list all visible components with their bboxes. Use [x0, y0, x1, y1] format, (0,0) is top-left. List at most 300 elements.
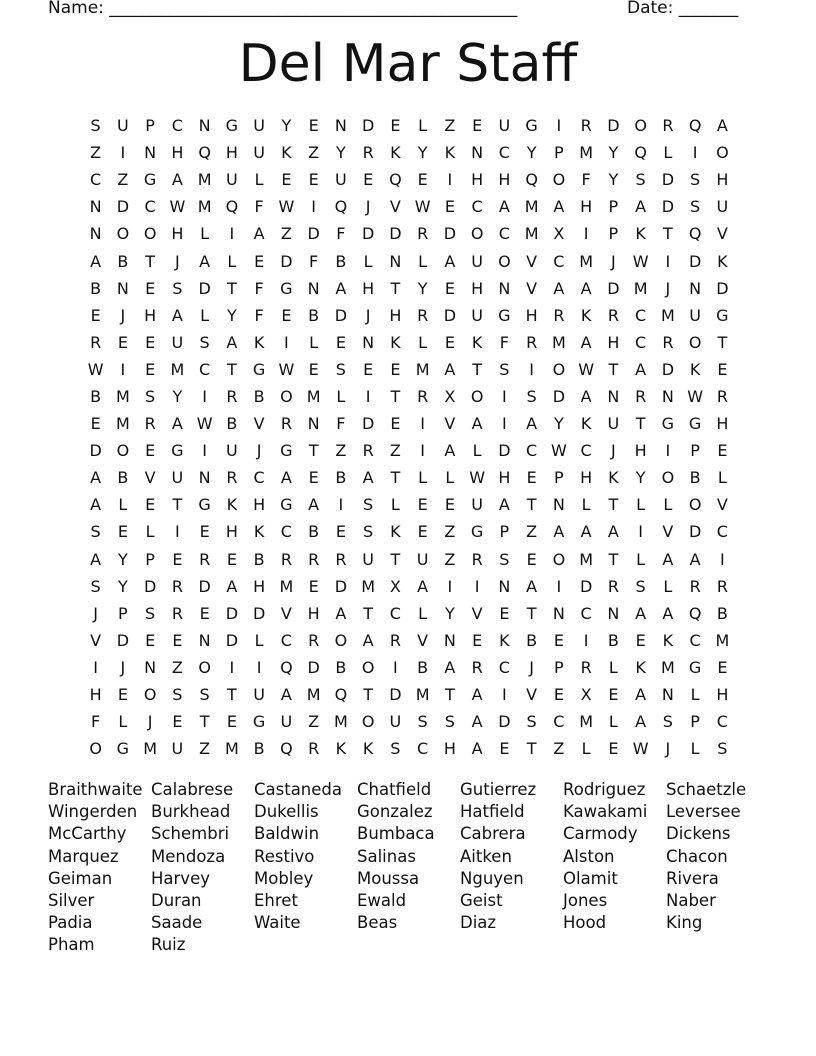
grid-letter: W	[550, 441, 567, 461]
grid-letter: Z	[444, 549, 456, 569]
grid-letter: O	[552, 170, 566, 190]
grid-letter: L	[663, 143, 673, 163]
grid-letter: D	[89, 441, 102, 461]
grid-letter: E	[363, 359, 374, 379]
grid-letter: J	[365, 197, 371, 217]
grid-letter: T	[226, 685, 237, 705]
grid-letter: C	[199, 359, 211, 379]
grid-letter: D	[225, 630, 239, 650]
grid-row	[82, 410, 742, 437]
grid-letter: D	[688, 522, 702, 542]
grid-letter: Y	[226, 305, 237, 325]
grid-letter: Z	[308, 143, 320, 163]
grid-letter: F	[336, 224, 346, 244]
grid-row	[82, 735, 742, 762]
word-list-item: Schaetzle	[666, 780, 747, 799]
grid-letter: K	[635, 657, 646, 677]
grid-letter: P	[118, 603, 128, 623]
grid-letter: V	[526, 278, 538, 298]
grid-letter: E	[145, 278, 156, 298]
grid-letter: S	[90, 522, 101, 542]
grid-letter: S	[690, 197, 701, 217]
grid-letter: N	[362, 332, 375, 352]
grid-letter: K	[281, 143, 292, 163]
grid-letter: E	[635, 630, 646, 650]
grid-letter: O	[143, 224, 157, 244]
grid-letter: O	[661, 468, 675, 488]
grid-letter: U	[471, 305, 483, 325]
grid-letter: I	[502, 386, 507, 406]
word-list-item: Saade	[151, 913, 203, 933]
grid-letter: V	[444, 414, 456, 434]
grid-letter: Y	[417, 143, 428, 163]
grid-letter: B	[253, 739, 265, 759]
grid-letter: J	[120, 305, 126, 325]
grid-letter: K	[717, 251, 728, 271]
grid-letter: Q	[334, 197, 348, 217]
grid-letter: Y	[608, 170, 619, 190]
grid-letter: I	[120, 359, 126, 379]
grid-letter: Y	[172, 386, 183, 406]
page-title: Del Mar Staff	[238, 34, 578, 94]
grid-letter: S	[335, 359, 346, 379]
grid-letter: N	[198, 468, 211, 488]
grid-letter: J	[147, 712, 153, 732]
grid-letter: R	[417, 224, 429, 244]
grid-letter: R	[607, 576, 619, 596]
word-list-item: Geist	[460, 890, 503, 910]
grid-letter: L	[636, 495, 646, 515]
grid-letter: I	[202, 386, 207, 406]
grid-letter: G	[716, 305, 729, 325]
grid-letter: A	[90, 251, 102, 271]
grid-letter: P	[690, 441, 700, 461]
grid-letter: L	[336, 386, 346, 406]
grid-letter: U	[607, 414, 620, 434]
grid-letter: I	[229, 224, 235, 244]
grid-letter: Z	[308, 712, 320, 732]
grid-letter: F	[254, 278, 264, 298]
grid-letter: N	[607, 603, 620, 623]
grid-letter: P	[554, 468, 564, 488]
grid-letter: A	[553, 197, 565, 217]
grid-letter: H	[253, 576, 266, 596]
grid-letter: M	[579, 712, 594, 732]
grid-letter: S	[199, 332, 210, 352]
grid-letter: A	[635, 359, 647, 379]
grid-letter: C	[553, 251, 565, 271]
grid-letter: L	[200, 224, 210, 244]
word-list-item: Geiman	[48, 868, 113, 888]
grid-letter: K	[390, 522, 401, 542]
grid-letter: E	[117, 685, 128, 705]
grid-letter: L	[717, 468, 727, 488]
grid-letter: A	[226, 576, 238, 596]
grid-letter: T	[608, 359, 619, 379]
grid-letter: V	[144, 468, 156, 488]
grid-letter: O	[334, 630, 348, 650]
grid-letter: A	[444, 441, 456, 461]
grid-letter: E	[254, 251, 265, 271]
grid-letter: T	[226, 359, 237, 379]
grid-letter: R	[635, 386, 647, 406]
grid-letter: E	[172, 630, 183, 650]
grid-letter: U	[253, 685, 265, 705]
grid-letter: A	[335, 603, 347, 623]
grid-letter: D	[443, 224, 457, 244]
grid-letter: E	[335, 332, 346, 352]
grid-letter: U	[362, 549, 374, 569]
grid-letter: J	[365, 305, 371, 325]
grid-letter: N	[443, 630, 456, 650]
grid-letter: N	[144, 657, 157, 677]
grid-letter: C	[580, 603, 592, 623]
grid-letter: G	[280, 278, 293, 298]
grid-letter: P	[145, 549, 155, 569]
word-list-item: Ewald	[357, 890, 407, 910]
grid-letter: X	[580, 685, 592, 705]
grid-letter: Y	[444, 603, 455, 623]
grid-letter: Q	[688, 603, 702, 623]
grid-letter: G	[143, 170, 157, 190]
grid-letter: K	[580, 305, 592, 325]
grid-letter: S	[172, 685, 183, 705]
grid-letter: W	[414, 197, 431, 217]
grid-letter: C	[280, 522, 292, 542]
word-list-item: Hatfield	[460, 802, 525, 822]
grid-letter: C	[389, 603, 401, 623]
grid-letter: E	[417, 495, 428, 515]
grid-letter: I	[447, 170, 453, 190]
grid-row	[82, 193, 742, 220]
grid-letter: I	[502, 414, 507, 434]
grid-letter: E	[199, 603, 210, 623]
grid-letter: L	[227, 251, 237, 271]
grid-letter: L	[608, 712, 618, 732]
grid-letter: U	[117, 116, 129, 136]
grid-letter: W	[687, 386, 704, 406]
grid-letter: E	[308, 116, 319, 136]
grid-letter: N	[498, 576, 511, 596]
grid-letter: X	[389, 576, 401, 596]
grid-letter: D	[389, 224, 402, 244]
grid-letter: L	[418, 468, 428, 488]
grid-letter: J	[611, 441, 616, 461]
word-list-item: Braithwaite	[48, 780, 143, 799]
grid-letter: E	[472, 116, 483, 136]
grid-letter: Z	[444, 116, 456, 136]
grid-letter: H	[607, 332, 620, 352]
grid-letter: U	[171, 468, 184, 488]
word-list-item: Marquez	[48, 846, 119, 866]
grid-letter: F	[581, 170, 591, 190]
grid-letter: F	[499, 332, 509, 352]
grid-letter: D	[198, 278, 211, 298]
grid-letter: E	[499, 739, 510, 759]
word-list-item: Waite	[254, 913, 301, 933]
date-field-label: Date: _______	[627, 0, 739, 18]
grid-letter: N	[89, 224, 102, 244]
grid-letter: B	[335, 468, 347, 488]
grid-letter: E	[90, 305, 101, 325]
grid-letter: H	[225, 522, 238, 542]
grid-letter: I	[529, 359, 534, 379]
grid-letter: U	[498, 116, 511, 136]
grid-letter: L	[663, 495, 673, 515]
grid-row	[82, 302, 742, 329]
grid-letter: A	[607, 522, 619, 542]
grid-letter: R	[417, 386, 429, 406]
grid-letter: E	[526, 549, 537, 569]
grid-letter: H	[716, 414, 729, 434]
grid-letter: D	[579, 576, 593, 596]
grid-letter: O	[143, 685, 157, 705]
grid-letter: J	[256, 441, 262, 461]
grid-letter: A	[253, 224, 265, 244]
grid-letter: T	[635, 414, 646, 434]
grid-letter: C	[635, 332, 647, 352]
grid-letter: T	[199, 712, 210, 732]
grid-letter: U	[689, 305, 701, 325]
grid-letter: E	[335, 522, 346, 542]
word-list-item: Duran	[151, 890, 202, 910]
word-list-item: Olamit	[563, 868, 618, 888]
grid-letter: G	[525, 116, 538, 136]
grid-letter: A	[280, 468, 292, 488]
grid-letter: I	[256, 657, 262, 677]
grid-letter: L	[690, 685, 700, 705]
grid-letter: I	[175, 522, 180, 542]
grid-letter: M	[197, 170, 212, 190]
grid-letter: O	[688, 495, 702, 515]
grid-letter: N	[116, 278, 129, 298]
grid-letter: T	[662, 224, 673, 244]
word-list	[48, 779, 768, 957]
grid-letter: M	[415, 359, 430, 379]
grid-letter: Y	[335, 143, 346, 163]
grid-letter: L	[418, 116, 428, 136]
grid-letter: D	[334, 576, 348, 596]
grid-letter: H	[471, 170, 484, 190]
grid-letter: J	[665, 739, 671, 759]
grid-letter: U	[253, 143, 265, 163]
grid-letter: M	[224, 739, 239, 759]
grid-letter: P	[499, 522, 510, 542]
grid-letter: A	[471, 414, 483, 434]
grid-letter: C	[171, 116, 183, 136]
grid-row	[82, 383, 742, 410]
grid-letter: R	[417, 305, 429, 325]
grid-letter: S	[662, 712, 673, 732]
grid-letter: H	[471, 278, 484, 298]
grid-letter: E	[390, 414, 401, 434]
grid-letter: V	[389, 197, 401, 217]
grid-letter: B	[689, 468, 701, 488]
grid-letter: K	[689, 359, 701, 379]
grid-letter: Q	[688, 224, 702, 244]
grid-letter: L	[200, 305, 210, 325]
grid-letter: O	[634, 116, 647, 136]
grid-letter: W	[469, 468, 486, 488]
grid-letter: A	[553, 522, 565, 542]
word-search-grid	[82, 112, 742, 762]
grid-letter: H	[253, 495, 266, 515]
grid-letter: E	[553, 630, 564, 650]
grid-letter: E	[390, 359, 401, 379]
grid-letter: E	[226, 712, 237, 732]
grid-letter: O	[716, 143, 729, 163]
grid-letter: H	[171, 224, 184, 244]
grid-letter: J	[665, 278, 671, 298]
grid-letter: L	[254, 170, 264, 190]
grid-letter: M	[115, 386, 130, 406]
name-field-label: Name: ________________________________________________	[48, 0, 518, 18]
grid-letter: C	[498, 224, 510, 244]
grid-letter: E	[117, 522, 128, 542]
grid-letter: R	[144, 414, 156, 434]
grid-letter: L	[390, 495, 400, 515]
grid-letter: M	[579, 143, 594, 163]
word-list-item: Nguyen	[460, 868, 524, 888]
grid-letter: V	[526, 251, 538, 271]
grid-letter: H	[225, 143, 238, 163]
grid-letter: H	[362, 278, 375, 298]
grid-letter: T	[308, 441, 319, 461]
grid-letter: U	[716, 197, 729, 217]
grid-letter: D	[307, 224, 320, 244]
grid-letter: B	[335, 657, 347, 677]
grid-letter: S	[363, 495, 374, 515]
grid-row	[82, 112, 742, 139]
grid-letter: H	[580, 197, 593, 217]
grid-letter: U	[389, 712, 402, 732]
grid-letter: J	[529, 657, 534, 677]
grid-row	[82, 220, 742, 247]
grid-letter: M	[143, 739, 158, 759]
grid-letter: A	[635, 197, 647, 217]
grid-letter: B	[226, 414, 238, 434]
grid-letter: E	[608, 685, 619, 705]
word-list-item: Pham	[48, 935, 95, 955]
grid-letter: C	[144, 197, 156, 217]
grid-letter: I	[311, 197, 316, 217]
word-list-item: Wingerden	[48, 802, 138, 822]
grid-letter: A	[580, 278, 592, 298]
grid-letter: P	[554, 143, 564, 163]
grid-letter: R	[308, 549, 320, 569]
grid-letter: A	[580, 522, 592, 542]
word-list-item: Mobley	[254, 868, 314, 888]
grid-letter: G	[171, 441, 184, 461]
grid-letter: Z	[117, 170, 129, 190]
grid-letter: A	[362, 630, 374, 650]
grid-letter: I	[338, 495, 344, 515]
grid-letter: R	[199, 549, 211, 569]
grid-letter: L	[118, 495, 128, 515]
grid-letter: H	[634, 441, 647, 461]
grid-letter: Z	[526, 522, 538, 542]
grid-letter: K	[335, 739, 347, 759]
grid-letter: P	[145, 116, 155, 136]
grid-letter: Z	[171, 657, 183, 677]
grid-letter: K	[471, 332, 483, 352]
grid-letter: V	[280, 603, 292, 623]
grid-letter: S	[635, 170, 646, 190]
grid-letter: C	[417, 739, 429, 759]
grid-letter: D	[143, 576, 157, 596]
grid-letter: N	[307, 278, 320, 298]
grid-letter: L	[636, 549, 646, 569]
grid-letter: S	[526, 386, 537, 406]
grid-letter: V	[662, 522, 674, 542]
grid-letter: M	[551, 332, 566, 352]
grid-letter: U	[280, 712, 293, 732]
grid-letter: C	[280, 630, 292, 650]
grid-letter: Y	[553, 414, 564, 434]
grid-letter: D	[607, 116, 620, 136]
grid-letter: P	[554, 657, 564, 677]
grid-letter: C	[716, 712, 728, 732]
grid-letter: M	[660, 657, 675, 677]
grid-letter: E	[499, 603, 510, 623]
word-list-item: Cabrera	[460, 824, 526, 844]
grid-letter: I	[638, 522, 643, 542]
grid-letter: R	[280, 414, 292, 434]
grid-letter: O	[470, 224, 484, 244]
grid-letter: A	[171, 414, 183, 434]
grid-letter: Z	[389, 441, 401, 461]
grid-letter: E	[308, 468, 319, 488]
grid-letter: Q	[280, 739, 293, 759]
grid-letter: A	[335, 278, 347, 298]
grid-letter: D	[552, 386, 566, 406]
grid-letter: M	[633, 278, 648, 298]
grid-letter: T	[363, 603, 374, 623]
word-list-item: Gonzalez	[357, 802, 433, 822]
grid-letter: S	[90, 116, 101, 136]
grid-letter: O	[280, 386, 293, 406]
grid-letter: G	[252, 359, 266, 379]
grid-letter: D	[334, 305, 348, 325]
grid-row	[82, 356, 742, 383]
grid-letter: T	[444, 685, 455, 705]
word-list-item: Mendoza	[151, 846, 226, 866]
grid-letter: X	[553, 224, 565, 244]
grid-letter: D	[688, 251, 702, 271]
grid-letter: A	[90, 495, 102, 515]
word-list-item: Salinas	[357, 846, 416, 866]
grid-letter: Y	[608, 143, 619, 163]
grid-row	[82, 518, 742, 545]
grid-letter: R	[280, 549, 292, 569]
grid-letter: H	[89, 685, 102, 705]
grid-letter: G	[498, 305, 511, 325]
grid-letter: C	[689, 630, 701, 650]
word-list-item: Moussa	[357, 868, 420, 888]
grid-letter: Z	[280, 224, 292, 244]
grid-letter: E	[172, 549, 183, 569]
grid-letter: U	[253, 116, 265, 136]
grid-letter: K	[253, 522, 265, 542]
grid-letter: E	[717, 359, 728, 379]
grid-letter: S	[90, 576, 101, 596]
grid-letter: L	[581, 739, 591, 759]
grid-letter: C	[526, 441, 538, 461]
word-list-item: Schembri	[151, 824, 230, 844]
grid-letter: T	[526, 495, 537, 515]
grid-letter: G	[116, 739, 130, 759]
word-list-item: Ruiz	[151, 935, 186, 955]
